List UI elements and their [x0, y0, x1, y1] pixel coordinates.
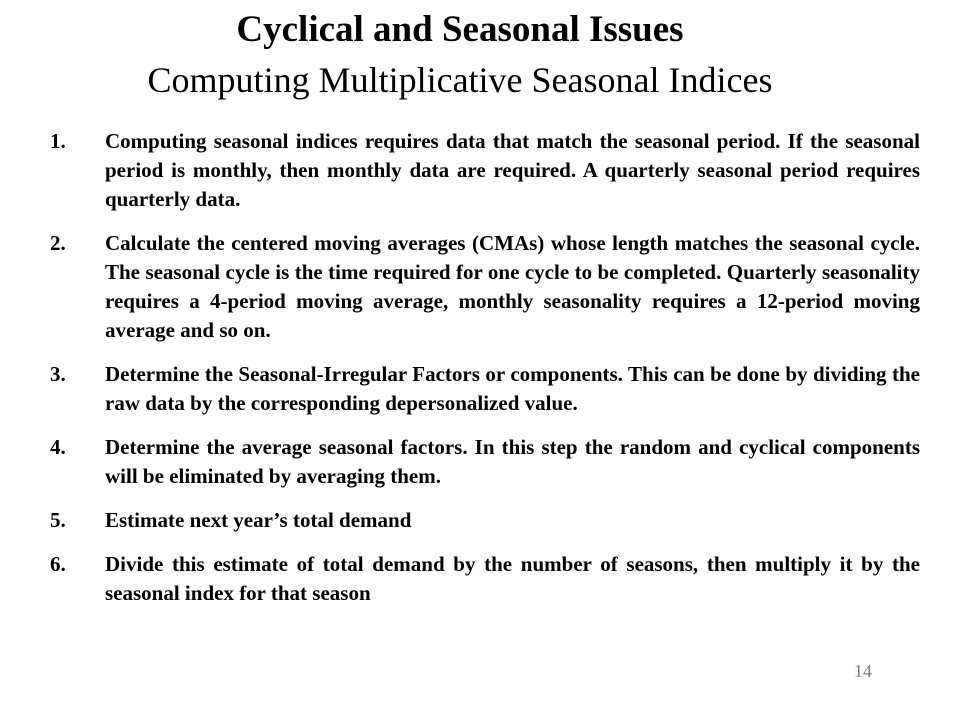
step-number: 3.: [50, 362, 66, 386]
step-number: 1.: [50, 129, 66, 153]
step-text: Determine the average seasonal factors. In this step the random and cyclical components will be eliminated by averaging them.: [105, 435, 920, 488]
step-item: [50, 433, 920, 491]
step-text: Computing seasonal indices requires data that match the seasonal period. If the seasonal period is monthly, then monthly data are required. A quarterly seasonal period requires quarterly data.: [105, 129, 920, 211]
step-number: 2.: [50, 231, 66, 255]
steps-list: [50, 127, 920, 623]
step-item: [50, 360, 920, 418]
step-number: 4.: [50, 435, 66, 459]
step-text: Estimate next year’s total demand: [105, 508, 412, 532]
step-item: [50, 127, 920, 214]
slide-subtitle: Computing Multiplicative Seasonal Indices: [147, 60, 773, 100]
step-number: 6.: [50, 552, 66, 576]
step-text: Calculate the centered moving averages (CMAs) whose length matches the seasonal cycle. The seasonal cycle is the time required for one cycle to be completed. Quarterly seasonality requires a 4-period moving average, monthly seasonality requires a 12-period moving average and so on.: [105, 231, 920, 342]
step-text: Determine the Seasonal-Irregular Factors or components. This can be done by dividing the raw data by the corresponding depersonalized value.: [105, 362, 920, 415]
step-text: Divide this estimate of total demand by the number of seasons, then multiply it by the seasonal index for that season: [105, 552, 920, 605]
slide-title: Cyclical and Seasonal Issues: [236, 9, 684, 50]
slide-number: 14: [854, 661, 872, 681]
step-item: [50, 229, 920, 345]
step-item: [50, 506, 920, 535]
step-number: 5.: [50, 508, 66, 532]
step-item: [50, 550, 920, 608]
